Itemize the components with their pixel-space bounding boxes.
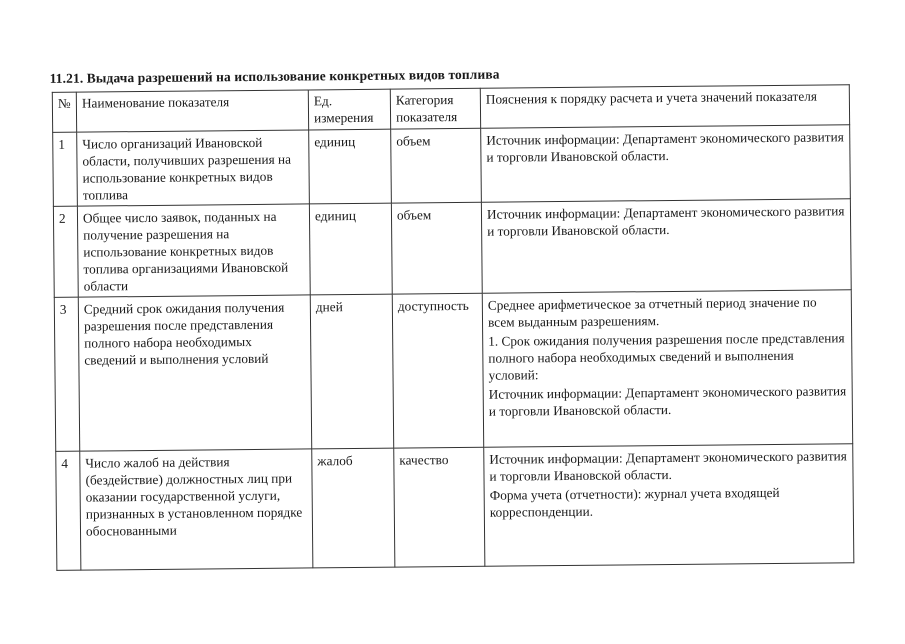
row-category: объем: [391, 202, 482, 294]
row-name: Число организаций Ивановской области, получивших разрешения на использование конкретных видов топлива: [77, 130, 310, 206]
header-explanation: Пояснения к порядку расчета и учета значений показателя: [480, 85, 849, 129]
explanation-paragraph: Источник информации: Департамент экономического развития и торговли Ивановской области.: [486, 203, 845, 239]
row-name: Число жалоб на действия (бездействие) должностных лиц при оказании государственной услуги, признанных в установленном порядке обоснованными: [80, 449, 313, 570]
header-category: Категория показателя: [390, 88, 480, 129]
row-num: 1: [53, 132, 78, 206]
row-category: качество: [394, 447, 485, 567]
table-row: [56, 444, 854, 571]
row-explanation: [481, 199, 851, 294]
section-title: 11.21. Выдача разрешений на использование конкретных видов топлива: [49, 66, 500, 86]
table-row: [53, 125, 851, 207]
header-unit: Ед. измерения: [308, 89, 390, 130]
header-num: №: [52, 92, 76, 132]
row-unit: единиц: [309, 129, 392, 204]
explanation-paragraph: Источник информации: Департамент экономического развития и торговли Ивановской области.: [486, 129, 844, 165]
header-name: Наименование показателя: [76, 90, 308, 132]
row-num: 2: [53, 206, 78, 297]
row-unit: дней: [310, 294, 393, 449]
row-explanation: [484, 444, 854, 567]
row-unit: единиц: [309, 203, 392, 295]
row-num: 4: [56, 451, 81, 570]
row-explanation: [481, 125, 851, 203]
explanation-paragraph: 1. Срок ожидания получения разрешения после представления полного набора необходимых сведений и выполнения условий:: [488, 330, 845, 383]
row-category: доступность: [392, 293, 483, 448]
row-name: Общее число заявок, поданных на получение разрешения на использование конкретных видов топлива организациями Ивановской области: [77, 204, 310, 297]
row-num: 3: [54, 297, 79, 451]
explanation-paragraph: Источник информации: Департамент экономического развития и торговли Ивановской области.: [489, 448, 847, 484]
table-row: [54, 290, 852, 452]
row-explanation: [482, 290, 852, 448]
explanation-paragraph: Форма учета (отчетности): журнал учета входящей корреспонденции.: [489, 484, 780, 520]
explanation-paragraph: Среднее арифметическое за отчетный период значение по всем выданным разрешениям.: [487, 294, 817, 330]
table-row: [53, 199, 851, 298]
explanation-paragraph: Источник информации: Департамент экономического развития и торговли Ивановской области.: [488, 383, 847, 419]
row-name: Средний срок ожидания получения разрешения после представления полного набора необходимых сведений и выполнения условий: [78, 295, 311, 451]
indicators-table: [52, 84, 855, 571]
row-category: объем: [391, 128, 482, 203]
row-unit: жалоб: [312, 448, 395, 568]
